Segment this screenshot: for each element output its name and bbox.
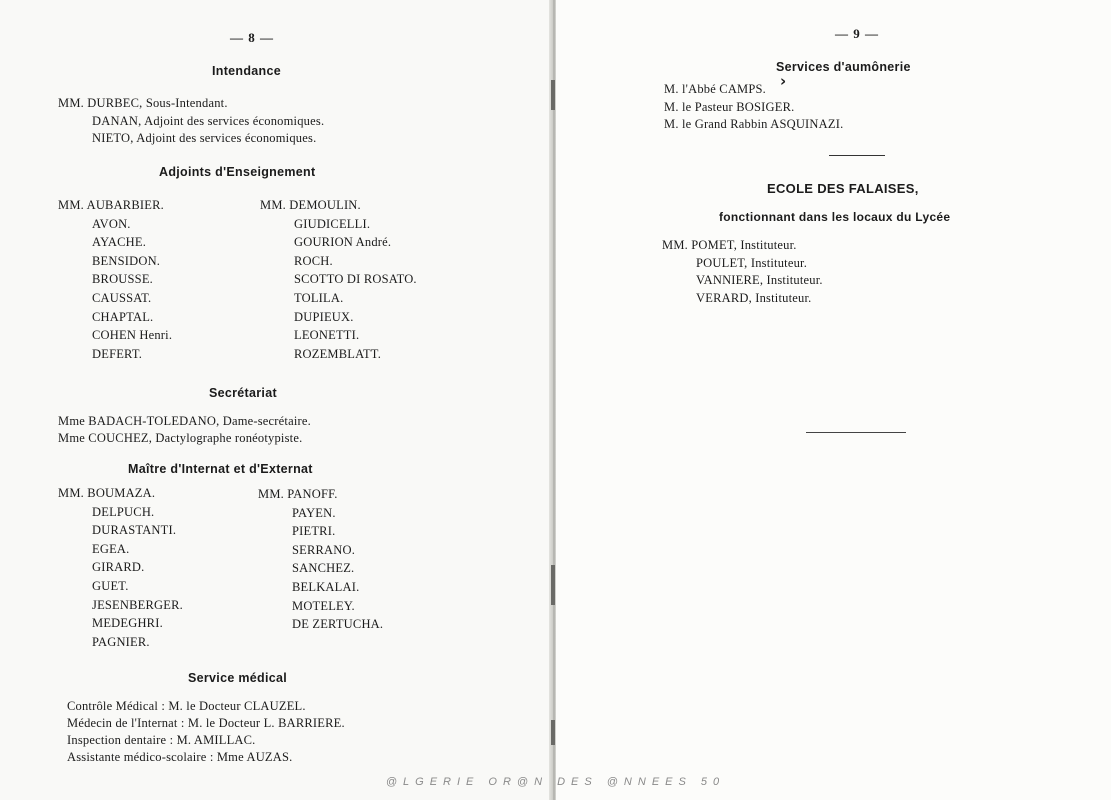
list-item: M. le Grand Rabbin ASQUINAZI. (664, 117, 844, 131)
list-item: ROZEMBLATT. (294, 346, 382, 361)
list-item: DE ZERTUCHA. (292, 617, 384, 632)
list-item: JESENBERGER. (92, 597, 183, 612)
school-subtitle: fonctionnant dans les locaux du Lycée (719, 210, 951, 224)
list-item: DELPUCH. (92, 504, 155, 519)
list-item: COHEN Henri. (92, 328, 173, 343)
list-item: TOLILA. (294, 290, 344, 305)
secretariat-list (58, 413, 311, 447)
list-item: Assistante médico-scolaire : Mme AUZAS. (67, 750, 293, 764)
aumonerie-list (664, 81, 843, 134)
section-heading-maitre: Maître d'Internat et d'Externat (128, 462, 313, 476)
list-item: DANAN, Adjoint des services économiques. (92, 113, 325, 128)
ecole-list (662, 237, 823, 307)
list-item: BROUSSE. (92, 272, 153, 287)
list-item: AVON. (92, 216, 131, 231)
list-item: MM. POMET, Instituteur. (662, 238, 797, 252)
adjoints-column-2 (260, 196, 417, 363)
list-item: Mme BADACH-TOLEDANO, Dame-secrétaire. (58, 414, 311, 428)
end-rule (806, 432, 906, 433)
list-item: SCOTTO DI ROSATO. (294, 272, 417, 287)
list-item: PAYEN. (292, 505, 336, 520)
right-page (556, 0, 1111, 800)
section-heading-adjoints: Adjoints d'Enseignement (159, 165, 316, 179)
list-item: EGEA. (92, 541, 130, 556)
medical-list (67, 698, 345, 766)
list-item: VERARD, Instituteur. (696, 290, 812, 305)
list-item: BENSIDON. (92, 253, 161, 268)
list-item: Mme COUCHEZ, Dactylographe ronéotypiste. (58, 431, 303, 445)
watermark: @LGERIE OR@N DES @NNEES 50 (385, 776, 726, 788)
list-item: MM. AUBARBIER. (58, 198, 164, 212)
list-item: Médecin de l'Internat : M. le Docteur L. BARRIERE. (67, 716, 345, 730)
list-item: DURASTANTI. (92, 523, 177, 538)
list-item: AYACHE. (92, 235, 147, 250)
binding-mark (551, 720, 555, 745)
list-item: SANCHEZ. (292, 561, 355, 576)
section-heading-intendance: Intendance (212, 64, 281, 78)
list-item: NIETO, Adjoint des services économiques. (92, 130, 317, 145)
list-item: ROCH. (294, 253, 333, 268)
list-item: PIETRI. (292, 524, 336, 539)
list-item: CAUSSAT. (92, 290, 152, 305)
section-heading-aumonerie: Services d'aumônerie (776, 60, 911, 74)
list-item: VANNIERE, Instituteur. (696, 273, 823, 287)
list-item: Contrôle Médical : M. le Docteur CLAUZEL. (67, 699, 306, 713)
list-item: MOTELEY. (292, 598, 355, 613)
separator-rule (829, 155, 885, 156)
list-item: MM. DURBEC, Sous-Intendant. (58, 96, 228, 110)
list-item: GUET. (92, 578, 129, 593)
section-heading-medical: Service médical (188, 671, 288, 685)
list-item: MEDEGHRI. (92, 616, 163, 631)
school-title: ECOLE DES FALAISES, (767, 181, 919, 196)
binding-mark (551, 80, 555, 110)
page-number: — 8 — (230, 30, 274, 45)
list-item: M. le Pasteur BOSIGER. (664, 99, 795, 114)
list-item: GIUDICELLI. (294, 216, 371, 231)
pen-mark-icon: › (780, 72, 787, 90)
list-item: GIRARD. (92, 560, 145, 575)
list-item: MM. BOUMAZA. (58, 486, 156, 500)
list-item: POULET, Instituteur. (696, 255, 808, 270)
section-heading-secretariat: Secrétariat (209, 386, 277, 400)
list-item: MM. PANOFF. (258, 487, 338, 501)
left-page (0, 0, 553, 800)
list-item: LEONETTI. (294, 328, 360, 343)
list-item: GOURION André. (294, 235, 392, 250)
page-number: — 9 — (835, 26, 879, 41)
list-item: MM. DEMOULIN. (260, 198, 361, 212)
list-item: M. l'Abbé CAMPS. (664, 82, 766, 96)
binding-mark (551, 565, 555, 605)
list-item: CHAPTAL. (92, 309, 154, 324)
maitre-column-1 (58, 484, 183, 651)
adjoints-column-1 (58, 196, 172, 363)
maitre-column-2 (258, 485, 383, 634)
list-item: PAGNIER. (92, 634, 150, 649)
list-item: SERRANO. (292, 542, 356, 557)
list-item: DUPIEUX. (294, 309, 354, 324)
list-item: Inspection dentaire : M. AMILLAC. (67, 733, 256, 747)
list-item: DEFERT. (92, 346, 143, 361)
intendance-list (58, 94, 324, 147)
list-item: BELKALAI. (292, 579, 360, 594)
